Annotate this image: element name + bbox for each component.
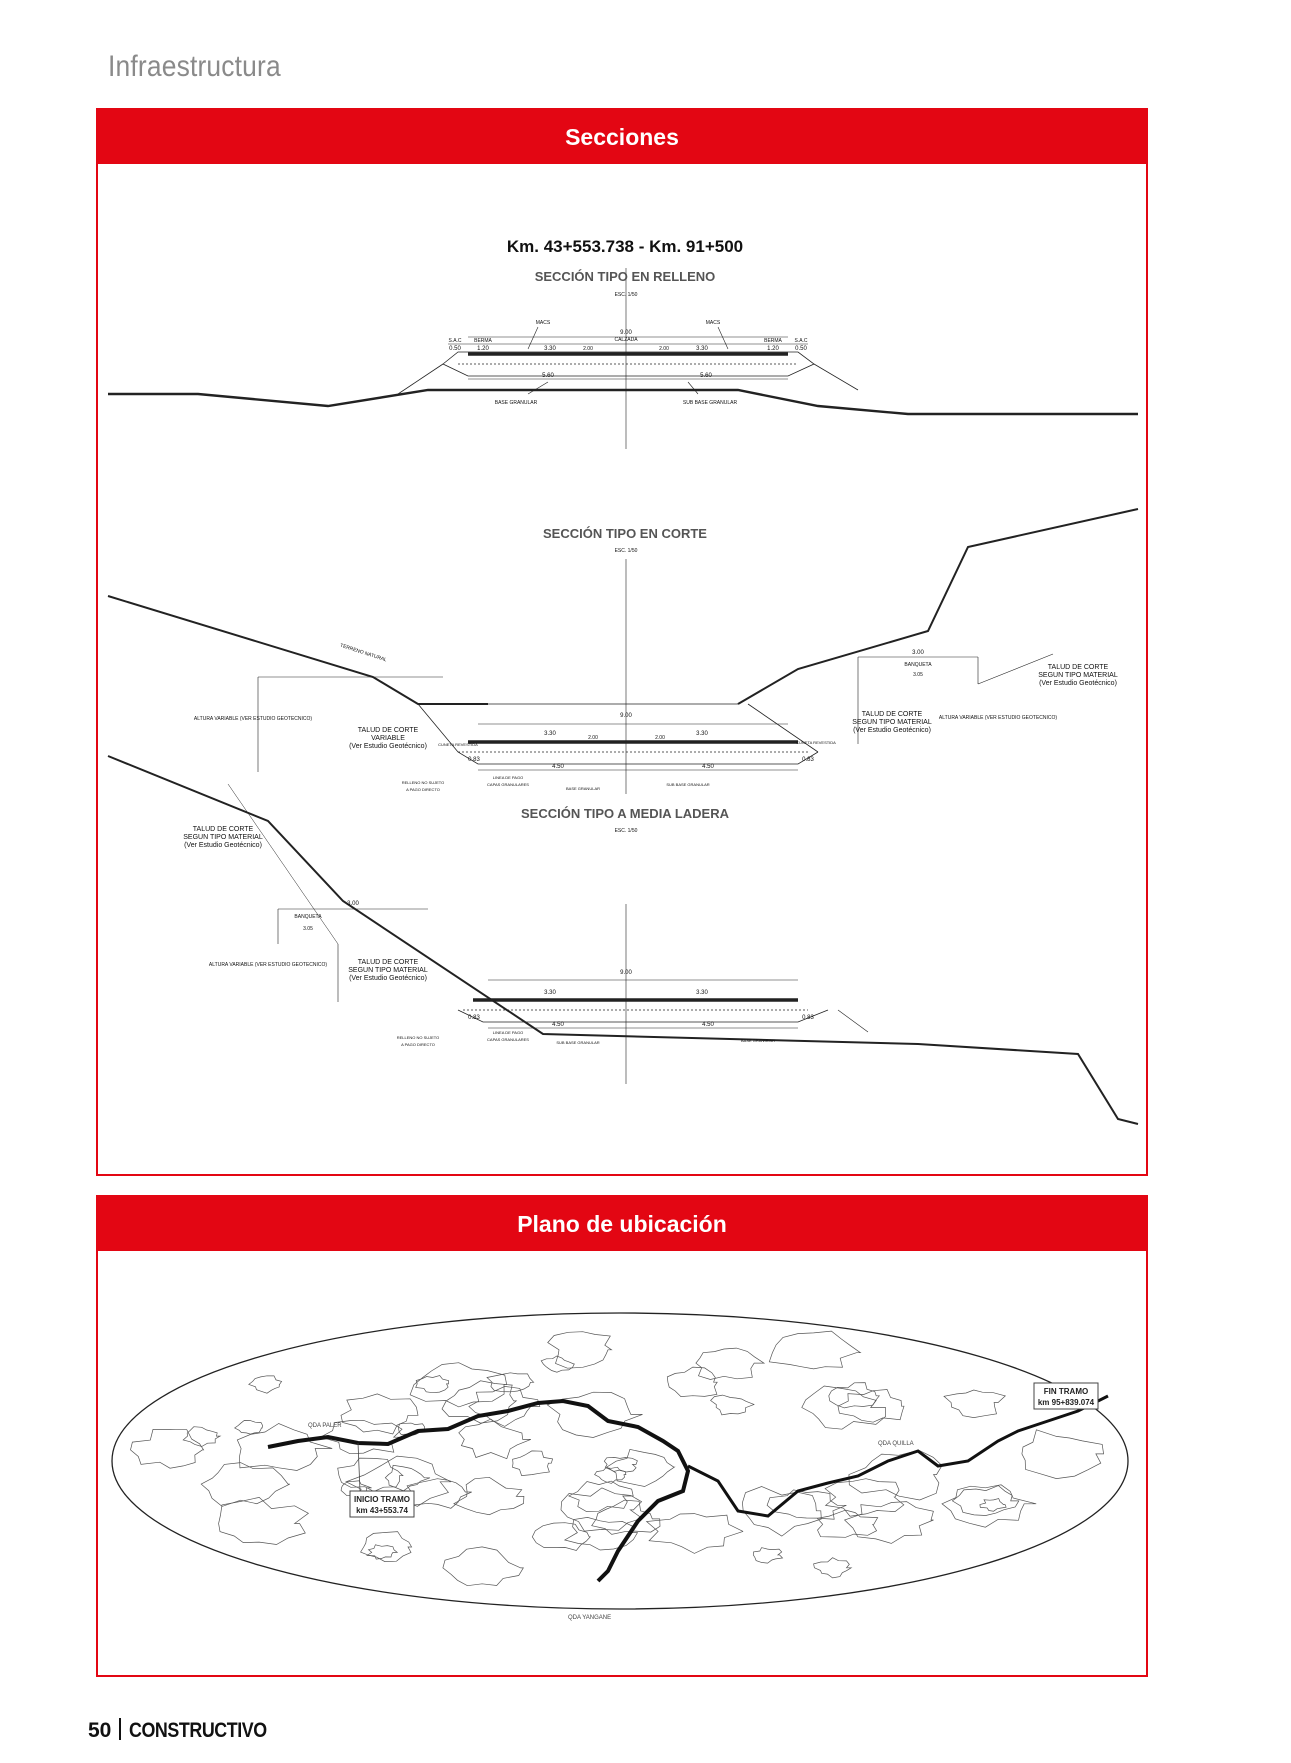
river-quilla: QDA QUILLA xyxy=(878,1441,914,1447)
section-label: Infraestructura xyxy=(108,50,281,83)
relleno-scale: ESC. 1/50 xyxy=(614,292,638,298)
corte-linea-pago-1: LINEA DE PAGO xyxy=(492,775,524,780)
ml-half-left: 4.50 xyxy=(552,1022,564,1028)
footer-separator xyxy=(119,1718,121,1740)
sections-panel xyxy=(96,108,1148,1176)
corte-banqueta: BANQUETA xyxy=(904,662,932,668)
corte-terreno: TERRENO NATURAL xyxy=(339,642,388,664)
corte-scale: ESC. 1/50 xyxy=(614,548,638,554)
corte-talud-mat-1: TALUD DE CORTE xyxy=(861,711,923,718)
corte-cuneta-left: 0.83 xyxy=(468,757,480,763)
relleno-title: SECCIÓN TIPO EN RELLENO xyxy=(534,269,716,284)
location-panel-header: Plano de ubicación xyxy=(98,1197,1146,1251)
relleno-macs-left: MACS xyxy=(535,320,551,326)
relleno-lane-right: 3.30 xyxy=(696,346,708,352)
corte-relleno-ns-1: RELLENO NO SUJETO xyxy=(401,780,445,785)
corte-cuneta-label-right: CUNETA REVESTIDA xyxy=(796,740,836,745)
corte-talud-right-3: (Ver Estudio Geotécnico) xyxy=(1039,680,1117,687)
corte-slope-right: 2.00 xyxy=(655,735,665,741)
relleno-slope-right: 2.00 xyxy=(659,346,669,352)
corte-lane-right: 3.30 xyxy=(696,731,708,737)
ml-banqueta-step: 3.05 xyxy=(303,926,313,932)
ml-lane-left: 3.30 xyxy=(544,990,556,996)
river-paler: QDA PALER xyxy=(308,1423,342,1429)
ml-banqueta-width: 3.00 xyxy=(347,901,359,907)
corte-talud-var-3: (Ver Estudio Geotécnico) xyxy=(349,743,427,750)
relleno-base: BASE GRANULAR xyxy=(494,400,538,406)
corte-talud-var-2: VARIABLE xyxy=(371,735,405,742)
ml-altura: ALTURA VARIABLE (VER ESTUDIO GEOTECNICO) xyxy=(208,962,328,968)
corte-cuneta-label-left: CUNETA REVESTIDA xyxy=(438,742,478,747)
ml-banqueta: BANQUETA xyxy=(294,914,322,920)
ml-base: BASE GRANULAR xyxy=(740,1038,776,1043)
corte-cuneta-right: 0.83 xyxy=(802,757,814,763)
ml-talud-1: TALUD DE CORTE xyxy=(192,826,254,833)
ml-relleno-ns-2: A PAGO DIRECTO xyxy=(401,1042,435,1047)
fin-tramo-km: km 95+839.074 xyxy=(1037,1398,1095,1407)
relleno-total-width: 9.00 xyxy=(620,330,632,336)
ml-subbase: SUB BASE GRANULAR xyxy=(556,1040,600,1045)
relleno-slope-left: 2.00 xyxy=(583,346,593,352)
ml-talud-mat-2: SEGUN TIPO MATERIAL xyxy=(348,967,428,974)
ml-half-right: 4.50 xyxy=(702,1022,714,1028)
corte-base: BASE GRANULAR xyxy=(565,786,601,791)
page-number: 50 xyxy=(88,1719,112,1742)
corte-relleno-ns-2: A PAGO DIRECTO xyxy=(406,787,440,792)
ml-talud-2: SEGUN TIPO MATERIAL xyxy=(183,834,263,841)
relleno-berma-left-value: 1.20 xyxy=(477,346,489,352)
ml-talud-mat-1: TALUD DE CORTE xyxy=(357,959,419,966)
relleno-lane-left: 3.30 xyxy=(544,346,556,352)
relleno-calzada: CALZADA xyxy=(614,337,638,343)
relleno-macs-right: MACS xyxy=(705,320,721,326)
relleno-subbase: SUB BASE GRANULAR xyxy=(682,400,738,406)
media-ladera-scale: ESC. 1/50 xyxy=(614,828,638,834)
inicio-tramo-label: INICIO TRAMO xyxy=(354,1495,410,1504)
cross-sections-drawing xyxy=(98,164,1146,1174)
corte-half-left: 4.50 xyxy=(552,764,564,770)
sections-title: Km. 43+553.738 - Km. 91+500 xyxy=(506,237,744,256)
sections-panel-header: Secciones xyxy=(98,110,1146,164)
page-footer xyxy=(88,1718,291,1743)
relleno-sac-left: S.A.C xyxy=(448,338,462,344)
inicio-tramo-km: km 43+553.74 xyxy=(356,1506,408,1515)
relleno-sac-right: S.A.C xyxy=(794,338,808,344)
fin-tramo-label: FIN TRAMO xyxy=(1043,1387,1089,1396)
relleno-berma-right: BERMA xyxy=(764,338,782,344)
media-ladera-title: SECCIÓN TIPO A MEDIA LADERA xyxy=(520,806,730,821)
relleno-sac-left-value: 0.50 xyxy=(449,346,461,352)
relleno-half-width-left: 5.60 xyxy=(542,373,554,379)
corte-talud-right-1: TALUD DE CORTE xyxy=(1047,664,1109,671)
ml-linea-pago-1: LINEA DE PAGO xyxy=(492,1030,524,1035)
river-yangane: QDA YANGANE xyxy=(568,1615,612,1621)
corte-half-right: 4.50 xyxy=(702,764,714,770)
magazine-name: CONSTRUCTIVO xyxy=(129,1719,268,1742)
corte-banqueta-step: 3.05 xyxy=(913,672,923,678)
ml-lane-right: 3.30 xyxy=(696,990,708,996)
ml-relleno-ns-1: RELLENO NO SUJETO xyxy=(396,1035,440,1040)
corte-banqueta-width: 3.00 xyxy=(912,650,924,656)
ml-total-width: 9.00 xyxy=(620,970,632,976)
ml-cuneta-right: 0.83 xyxy=(802,1015,814,1021)
location-map xyxy=(98,1251,1146,1675)
corte-talud-mat-2: SEGUN TIPO MATERIAL xyxy=(852,719,932,726)
relleno-sac-right-value: 0.50 xyxy=(795,346,807,352)
corte-talud-mat-3: (Ver Estudio Geotécnico) xyxy=(853,727,931,734)
corte-talud-right-2: SEGUN TIPO MATERIAL xyxy=(1038,672,1118,679)
ml-cuneta-left: 0.83 xyxy=(468,1015,480,1021)
relleno-berma-right-value: 1.20 xyxy=(767,346,779,352)
ml-talud-3: (Ver Estudio Geotécnico) xyxy=(184,842,262,849)
corte-slope-left: 2.00 xyxy=(588,735,598,741)
relleno-berma-left: BERMA xyxy=(474,338,492,344)
corte-subbase: SUB BASE GRANULAR xyxy=(666,782,710,787)
corte-lane-left: 3.30 xyxy=(544,731,556,737)
ml-talud-mat-3: (Ver Estudio Geotécnico) xyxy=(349,975,427,982)
corte-total-width: 9.00 xyxy=(620,713,632,719)
ml-linea-pago-2: CAPAS GRANULARES xyxy=(487,1037,529,1042)
corte-title: SECCIÓN TIPO EN CORTE xyxy=(543,526,707,541)
corte-altura-right: ALTURA VARIABLE (VER ESTUDIO GEOTECNICO) xyxy=(938,715,1058,721)
location-panel xyxy=(96,1195,1148,1677)
corte-altura-left: ALTURA VARIABLE (VER ESTUDIO GEOTECNICO) xyxy=(193,716,313,722)
corte-linea-pago-2: CAPAS GRANULARES xyxy=(487,782,529,787)
corte-talud-var-1: TALUD DE CORTE xyxy=(357,727,419,734)
relleno-half-width-right: 5.60 xyxy=(700,373,712,379)
